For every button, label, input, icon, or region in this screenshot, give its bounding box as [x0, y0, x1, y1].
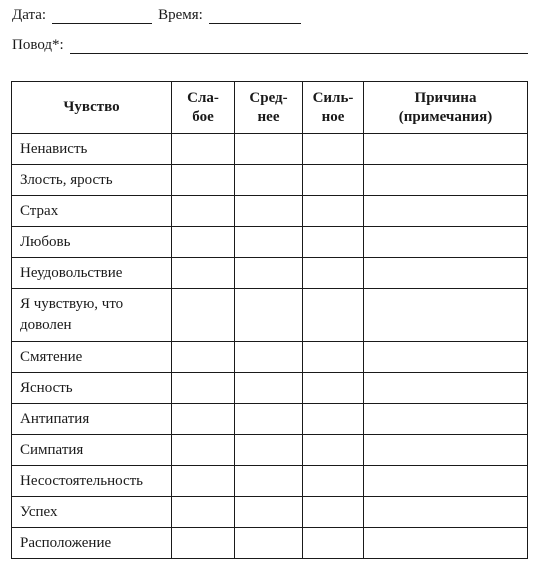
medium-cell[interactable]	[235, 497, 303, 528]
feeling-cell: Смятение	[12, 342, 172, 373]
table-row	[12, 342, 528, 373]
table-row	[12, 165, 528, 196]
medium-cell[interactable]	[235, 435, 303, 466]
table-row	[12, 258, 528, 289]
weak-cell[interactable]	[172, 165, 235, 196]
feeling-cell: Страх	[12, 196, 172, 227]
feeling-cell: Несостоятельность	[12, 466, 172, 497]
reason-cell[interactable]	[364, 373, 528, 404]
medium-cell[interactable]	[235, 528, 303, 559]
strong-cell[interactable]	[303, 227, 364, 258]
reason-cell[interactable]	[364, 528, 528, 559]
medium-cell[interactable]	[235, 165, 303, 196]
reason-label: Повод*:	[12, 37, 64, 53]
date-field[interactable]	[52, 9, 152, 24]
reason-cell[interactable]	[364, 227, 528, 258]
strong-cell[interactable]	[303, 165, 364, 196]
reason-field[interactable]	[70, 39, 528, 54]
feeling-cell: Расположение	[12, 528, 172, 559]
strong-cell[interactable]	[303, 134, 364, 165]
feeling-cell: Ненависть	[12, 134, 172, 165]
feeling-cell: Я чувствую, что доволен	[12, 289, 172, 342]
column-header-medium: Сред- нее	[235, 82, 303, 134]
strong-cell[interactable]	[303, 466, 364, 497]
weak-cell[interactable]	[172, 373, 235, 404]
feeling-cell: Симпатия	[12, 435, 172, 466]
feeling-cell: Ясность	[12, 373, 172, 404]
strong-cell[interactable]	[303, 435, 364, 466]
reason-cell[interactable]	[364, 165, 528, 196]
medium-cell[interactable]	[235, 289, 303, 342]
table-row	[12, 134, 528, 165]
medium-cell[interactable]	[235, 342, 303, 373]
column-header-strong: Силь- ное	[303, 82, 364, 134]
table-row	[12, 497, 528, 528]
column-header-feeling: Чувство	[12, 82, 172, 134]
weak-cell[interactable]	[172, 342, 235, 373]
feeling-cell: Антипатия	[12, 404, 172, 435]
weak-cell[interactable]	[172, 227, 235, 258]
time-field[interactable]	[209, 9, 301, 24]
weak-cell[interactable]	[172, 258, 235, 289]
weak-cell[interactable]	[172, 466, 235, 497]
medium-cell[interactable]	[235, 258, 303, 289]
weak-cell[interactable]	[172, 196, 235, 227]
reason-cell[interactable]	[364, 435, 528, 466]
strong-cell[interactable]	[303, 528, 364, 559]
time-label: Время:	[158, 7, 203, 23]
table-header-row	[12, 82, 528, 134]
strong-cell[interactable]	[303, 289, 364, 342]
reason-cell[interactable]	[364, 466, 528, 497]
weak-cell[interactable]	[172, 435, 235, 466]
feeling-cell: Успех	[12, 497, 172, 528]
reason-cell[interactable]	[364, 258, 528, 289]
table-row	[12, 289, 528, 342]
table-row	[12, 227, 528, 258]
reason-line	[12, 36, 528, 54]
medium-cell[interactable]	[235, 227, 303, 258]
medium-cell[interactable]	[235, 373, 303, 404]
reason-cell[interactable]	[364, 497, 528, 528]
table-row	[12, 373, 528, 404]
feeling-cell: Злость, ярость	[12, 165, 172, 196]
strong-cell[interactable]	[303, 497, 364, 528]
medium-cell[interactable]	[235, 134, 303, 165]
feelings-table	[11, 81, 528, 559]
reason-cell[interactable]	[364, 342, 528, 373]
feeling-cell: Любовь	[12, 227, 172, 258]
feeling-cell: Неудовольствие	[12, 258, 172, 289]
table-row	[12, 435, 528, 466]
column-header-weak: Сла- бое	[172, 82, 235, 134]
table-row	[12, 528, 528, 559]
reason-cell[interactable]	[364, 404, 528, 435]
weak-cell[interactable]	[172, 497, 235, 528]
column-header-reason: Причина (примечания)	[364, 82, 528, 134]
reason-cell[interactable]	[364, 289, 528, 342]
medium-cell[interactable]	[235, 466, 303, 497]
weak-cell[interactable]	[172, 404, 235, 435]
table-row	[12, 196, 528, 227]
strong-cell[interactable]	[303, 258, 364, 289]
strong-cell[interactable]	[303, 342, 364, 373]
medium-cell[interactable]	[235, 196, 303, 227]
reason-cell[interactable]	[364, 196, 528, 227]
strong-cell[interactable]	[303, 196, 364, 227]
reason-cell[interactable]	[364, 134, 528, 165]
table-row	[12, 404, 528, 435]
strong-cell[interactable]	[303, 404, 364, 435]
medium-cell[interactable]	[235, 404, 303, 435]
date-label: Дата:	[12, 7, 47, 23]
strong-cell[interactable]	[303, 373, 364, 404]
table-row	[12, 466, 528, 497]
weak-cell[interactable]	[172, 134, 235, 165]
weak-cell[interactable]	[172, 289, 235, 342]
date-time-line	[12, 6, 301, 24]
weak-cell[interactable]	[172, 528, 235, 559]
